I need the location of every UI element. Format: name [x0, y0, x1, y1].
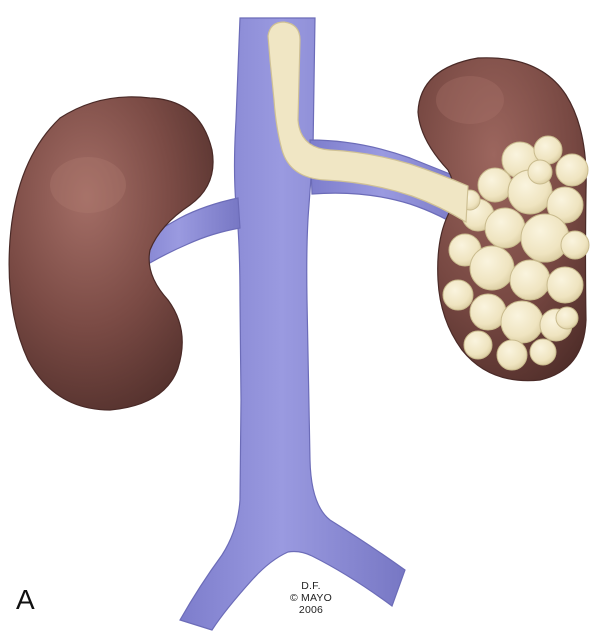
- illustrator-credit: [276, 580, 346, 616]
- credit-line-copyright: © MAYO: [290, 592, 332, 604]
- right-kidney: [9, 97, 213, 410]
- credit-line-year: 2006: [298, 604, 324, 616]
- panel-label: A: [16, 584, 35, 615]
- credit-line-initials: D.F.: [301, 580, 321, 592]
